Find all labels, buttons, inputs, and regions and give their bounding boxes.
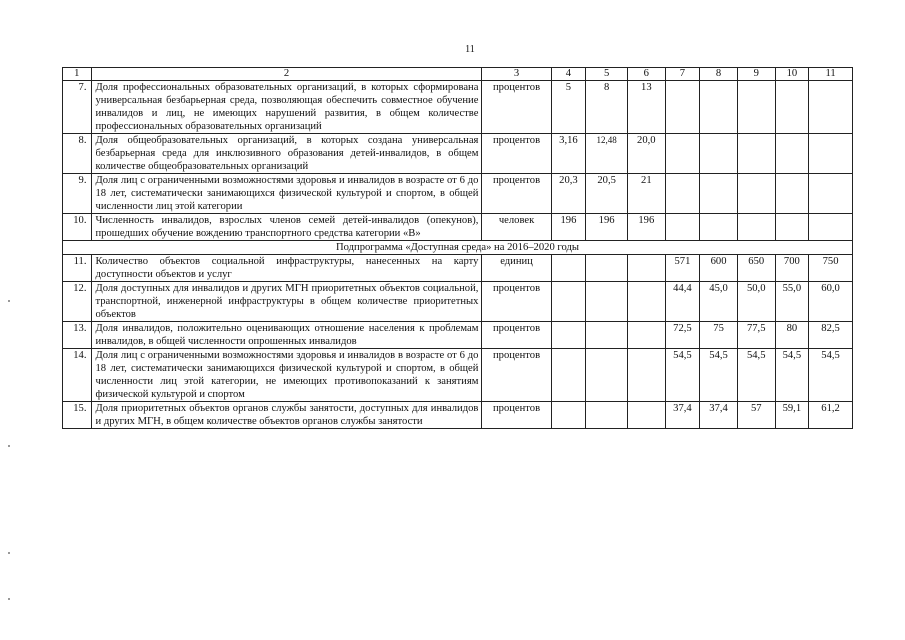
value-cell xyxy=(775,174,809,214)
value-cell: 20,3 xyxy=(551,174,586,214)
value-cell xyxy=(627,282,665,322)
value-cell: 750 xyxy=(809,255,853,282)
column-number-cell: 5 xyxy=(586,68,628,81)
value-cell: 196 xyxy=(627,214,665,241)
value-cell: 60,0 xyxy=(809,282,853,322)
value-cell: 20,5 xyxy=(586,174,628,214)
value-cell xyxy=(809,174,853,214)
value-cell: 54,5 xyxy=(809,349,853,402)
column-number-cell: 4 xyxy=(551,68,586,81)
value-cell: 54,5 xyxy=(700,349,738,402)
indicator-name-cell: Доля профессиональных образовательных организаций, в которых сформирована универсальная безбарьерная среда, позволяющая обеспечить совместное обучение инвалидов и лиц, не имеющих нарушений развития, в общем количестве профессиональных образовательных организаций xyxy=(91,81,482,134)
value-cell xyxy=(627,322,665,349)
indicator-name-cell: Доля приоритетных объектов органов службы занятости, доступных для инвалидов и других МГН, в общем количестве объектов органов службы занятости xyxy=(91,402,482,429)
value-cell: 13 xyxy=(627,81,665,134)
row-number-cell: 7. xyxy=(63,81,92,134)
value-cell xyxy=(775,81,809,134)
indicator-row xyxy=(63,282,853,322)
indicator-row xyxy=(63,174,853,214)
value-cell: 700 xyxy=(775,255,809,282)
column-number-header-row xyxy=(63,68,853,81)
value-cell xyxy=(627,255,665,282)
value-cell: 571 xyxy=(665,255,700,282)
value-cell xyxy=(809,214,853,241)
value-cell xyxy=(586,282,628,322)
margin-dot xyxy=(8,598,10,600)
value-cell xyxy=(665,214,700,241)
value-cell xyxy=(586,255,628,282)
value-cell: 54,5 xyxy=(775,349,809,402)
indicator-name-cell: Доля инвалидов, положительно оценивающих отношение населения к проблемам инвалидов, в общей численности опрошенных инвалидов xyxy=(91,322,482,349)
unit-cell: единиц xyxy=(482,255,551,282)
column-number-cell: 6 xyxy=(627,68,665,81)
row-number-cell: 13. xyxy=(63,322,92,349)
subprogram-title: Подпрограмма «Доступная среда» на 2016–2020 годы xyxy=(63,241,853,255)
indicator-name-cell: Доля лиц с ограниченными возможностями здоровья и инвалидов в возрасте от 6 до 18 лет, систематически занимающихся физической культурой и спортом, в общей численности лиц этой категории, не имеющих противопоказаний к занятиям физической культурой и спортом xyxy=(91,349,482,402)
indicator-row xyxy=(63,134,853,174)
column-number-cell: 8 xyxy=(700,68,738,81)
unit-cell: процентов xyxy=(482,402,551,429)
value-cell xyxy=(586,402,628,429)
value-cell xyxy=(775,214,809,241)
value-cell xyxy=(809,81,853,134)
value-cell: 55,0 xyxy=(775,282,809,322)
value-cell: 59,1 xyxy=(775,402,809,429)
value-cell: 54,5 xyxy=(737,349,775,402)
value-cell: 3,16 xyxy=(551,134,586,174)
margin-dot xyxy=(8,552,10,554)
unit-cell: процентов xyxy=(482,134,551,174)
column-number-cell: 9 xyxy=(737,68,775,81)
indicator-row xyxy=(63,322,853,349)
margin-dot xyxy=(8,445,10,447)
indicator-name-cell: Численность инвалидов, взрослых членов семей детей-инвалидов (опекунов), прошедших обучение вождению транспортного средства категории «В» xyxy=(91,214,482,241)
value-cell: 44,4 xyxy=(665,282,700,322)
value-cell xyxy=(586,322,628,349)
value-cell: 77,5 xyxy=(737,322,775,349)
value-cell: 196 xyxy=(586,214,628,241)
value-cell: 650 xyxy=(737,255,775,282)
value-cell xyxy=(737,134,775,174)
value-cell xyxy=(665,174,700,214)
value-cell xyxy=(737,174,775,214)
margin-dot xyxy=(8,300,10,302)
unit-cell: человек xyxy=(482,214,551,241)
value-cell xyxy=(665,81,700,134)
indicator-row xyxy=(63,81,853,134)
value-cell: 72,5 xyxy=(665,322,700,349)
indicator-row xyxy=(63,349,853,402)
indicator-row xyxy=(63,402,853,429)
value-cell: 5 xyxy=(551,81,586,134)
value-cell: 20,0 xyxy=(627,134,665,174)
value-cell: 12,48 xyxy=(586,134,628,174)
column-number-cell: 2 xyxy=(91,68,482,81)
page-number: 11 xyxy=(465,44,475,55)
column-number-cell: 1 xyxy=(63,68,92,81)
indicator-row xyxy=(63,255,853,282)
value-cell xyxy=(551,322,586,349)
value-cell: 50,0 xyxy=(737,282,775,322)
row-number-cell: 14. xyxy=(63,349,92,402)
indicator-name-cell: Доля общеобразовательных организаций, в которых создана универсальная безбарьерная среда для инклюзивного образования детей-инвалидов, в общем количестве общеобразовательных организаций xyxy=(91,134,482,174)
value-cell xyxy=(700,174,738,214)
value-cell: 37,4 xyxy=(665,402,700,429)
value-cell xyxy=(737,81,775,134)
value-cell: 45,0 xyxy=(700,282,738,322)
value-cell: 57 xyxy=(737,402,775,429)
indicators-table xyxy=(62,67,853,429)
column-number-cell: 11 xyxy=(809,68,853,81)
unit-cell: процентов xyxy=(482,81,551,134)
column-number-cell: 10 xyxy=(775,68,809,81)
indicator-name-cell: Количество объектов социальной инфраструктуры, нанесенных на карту доступности объектов и услуг xyxy=(91,255,482,282)
indicator-name-cell: Доля доступных для инвалидов и других МГН приоритетных объектов социальной, транспортной, инженерной инфраструктуры в общем количестве приоритетных объектов xyxy=(91,282,482,322)
value-cell: 600 xyxy=(700,255,738,282)
value-cell xyxy=(700,134,738,174)
indicator-row xyxy=(63,214,853,241)
value-cell xyxy=(700,81,738,134)
value-cell: 61,2 xyxy=(809,402,853,429)
value-cell xyxy=(775,134,809,174)
column-number-cell: 7 xyxy=(665,68,700,81)
value-cell xyxy=(551,402,586,429)
value-cell xyxy=(551,282,586,322)
unit-cell: процентов xyxy=(482,322,551,349)
indicator-name-cell: Доля лиц с ограниченными возможностями здоровья и инвалидов в возрасте от 6 до 18 лет, систематически занимающихся физической культурой и спортом, в общей численности лиц этой категории xyxy=(91,174,482,214)
value-cell xyxy=(665,134,700,174)
value-cell: 75 xyxy=(700,322,738,349)
value-cell: 196 xyxy=(551,214,586,241)
value-cell: 82,5 xyxy=(809,322,853,349)
value-cell: 80 xyxy=(775,322,809,349)
value-cell xyxy=(809,134,853,174)
row-number-cell: 12. xyxy=(63,282,92,322)
section-row xyxy=(63,241,853,255)
value-cell: 8 xyxy=(586,81,628,134)
row-number-cell: 11. xyxy=(63,255,92,282)
column-number-cell: 3 xyxy=(482,68,551,81)
unit-cell: процентов xyxy=(482,349,551,402)
value-cell: 21 xyxy=(627,174,665,214)
value-cell xyxy=(627,349,665,402)
value-cell xyxy=(737,214,775,241)
value-cell: 37,4 xyxy=(700,402,738,429)
unit-cell: процентов xyxy=(482,174,551,214)
row-number-cell: 15. xyxy=(63,402,92,429)
value-cell xyxy=(586,349,628,402)
row-number-cell: 9. xyxy=(63,174,92,214)
value-cell xyxy=(551,255,586,282)
value-cell xyxy=(700,214,738,241)
row-number-cell: 8. xyxy=(63,134,92,174)
value-cell xyxy=(627,402,665,429)
value-cell xyxy=(551,349,586,402)
unit-cell: процентов xyxy=(482,282,551,322)
value-cell: 54,5 xyxy=(665,349,700,402)
row-number-cell: 10. xyxy=(63,214,92,241)
